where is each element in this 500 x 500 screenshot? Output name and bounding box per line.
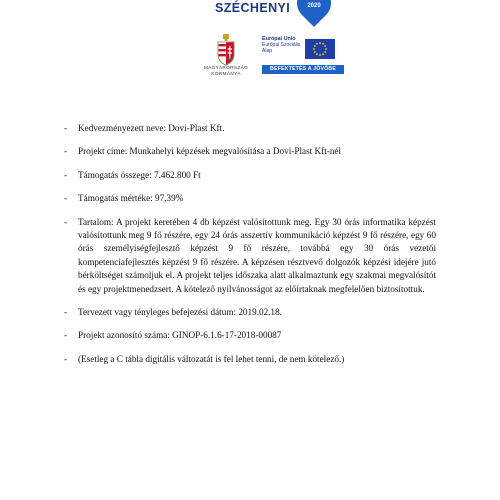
list-item-text: Kedvezményezett neve: Dovi-Plast Kft. [78,123,225,133]
list-item-text: Projekt címe: Munkahelyi képzések megvalósítása a Dovi-Plast Kft-nél [78,146,342,157]
eu-slogan-strip: BEFEKTETÉS A JÖVŐBE [262,65,344,74]
eu-star-icon [316,53,318,55]
eu-star-icon [313,48,315,50]
list-bullet-dash: - [64,216,68,227]
list-bullet-dash: - [64,353,68,364]
list-bullet-dash: - [64,146,68,157]
list-bullet-dash: - [64,307,68,318]
list-item [64,353,436,366]
list-bullet-dash: - [64,330,68,341]
eu-star-icon [314,45,316,47]
eu-star-icon [325,48,327,50]
list-item-text: (Esetleg a C tábla digitális változatát is fel lehet tenni, de nem kötelező.) [78,353,345,364]
list-item [64,122,436,135]
eu-star-icon [314,51,316,53]
eu-line-1: Európai Unió [262,36,296,42]
eu-star-icon [324,51,326,53]
eu-star-icon [322,53,324,55]
list-item-text: Projekt azonosító száma: GINOP-6.1.6-17-2018-00087 [78,330,282,341]
szechenyi-wordmark: SZÉCHENYI [215,1,291,15]
eu-star-icon [319,54,321,56]
list-bullet-dash: - [64,193,68,204]
eu-flag-icon [305,39,335,59]
eu-star-icon [324,45,326,47]
header-banner [0,0,500,100]
list-item [64,145,436,158]
eu-line-3: Alap [262,48,273,55]
list-item [64,192,436,205]
government-caption [198,66,254,77]
project-info-list [64,122,436,366]
hungarian-coat-of-arms-icon [215,34,237,66]
eu-star-icon [316,43,318,45]
eu-line-2: Európai Szociális [262,42,301,49]
eu-funding-block [262,36,360,78]
list-item [64,306,436,319]
eu-star-icon [322,43,324,45]
list-item [64,216,436,296]
list-item-text: Támogatás összege: 7.462.800 Ft [78,169,201,180]
szechenyi-year: 2020 [307,3,321,9]
list-item [64,169,436,182]
gov-line-2: KORMÁNYA [211,71,241,77]
eu-star-icon [319,42,321,44]
gov-line-1: MAGYARORSZÁG [203,66,249,71]
list-item [64,329,436,342]
szechenyi-logo [205,0,325,22]
list-bullet-dash: - [64,169,68,180]
list-bullet-dash: - [64,123,68,133]
list-item-text: Támogatás mértéke: 97,39% [78,193,184,204]
list-item-text: Tervezett vagy tényleges befejezési dátum: 2019.02.18. [78,307,282,318]
list-item-text: Tartalom: A projekt keretében 4 db képzést valósítottunk meg. Egy 30 órás informatika képzést valósítottunk meg 9 fő részére, egy 24 órás asszertív kommunikáció képzést 9 fő részére, egy 60 órás személyiségfejlesztő képzést 9 fő részére, továbbá egy 30 órás vezetői kompetenciafejlesztés képzést 9 fő részére. A képzésen résztvevő dolgozók képzési idejére jutó bérköltséget számoljuk el. A projekt teljes időszaka alatt alkalmaztunk egy szakmai megvalósítót és egy projektmenedzsert. A kötelező nyilvánosságot az előírtaknak megfelelően biztosítottuk. [78,216,436,294]
